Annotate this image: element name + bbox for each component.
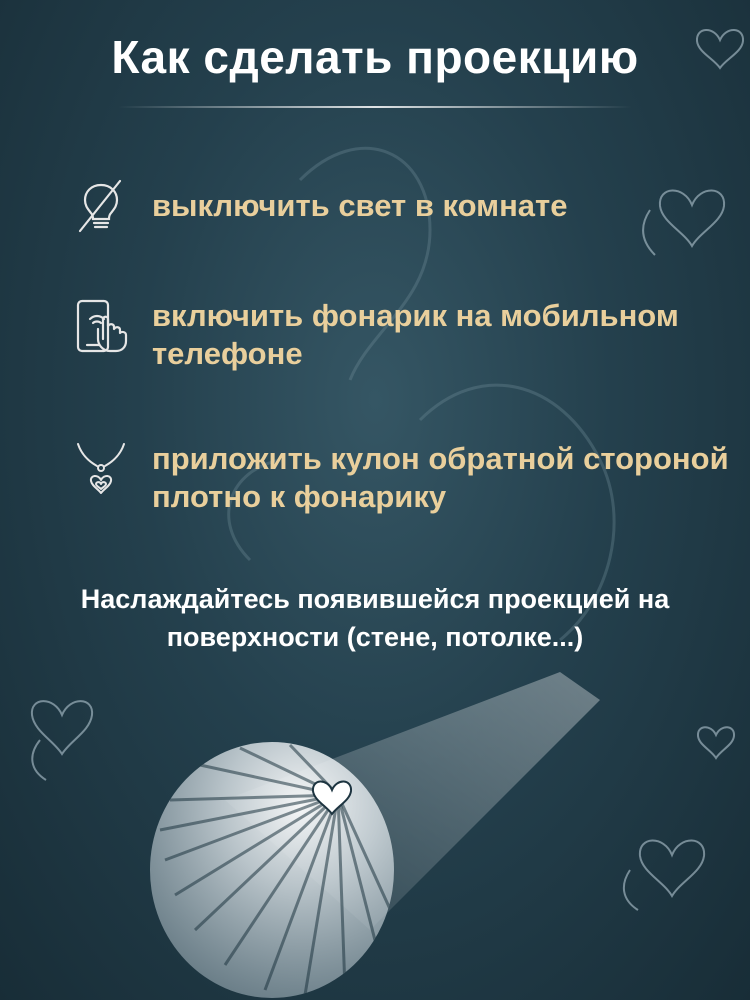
step-item (70, 440, 732, 516)
final-note: Наслаждайтесь появившейся проекцией на поверхности (стене, потолке...) (80, 584, 670, 652)
step-item (70, 295, 732, 373)
title-divider (118, 106, 632, 108)
projection-disc (150, 742, 395, 998)
step-text: выключить свет в комнате (152, 188, 568, 223)
step-text: приложить кулон обратной стороной плотно к фонарику (152, 441, 729, 514)
step-item (70, 175, 732, 237)
step-text: включить фонарик на мобильном телефоне (152, 298, 679, 371)
phone-tap-icon (70, 295, 132, 357)
page-title: Как сделать проекцию (111, 31, 639, 83)
lightbulb-off-icon (70, 175, 132, 237)
heart-pendant-icon (70, 440, 132, 502)
